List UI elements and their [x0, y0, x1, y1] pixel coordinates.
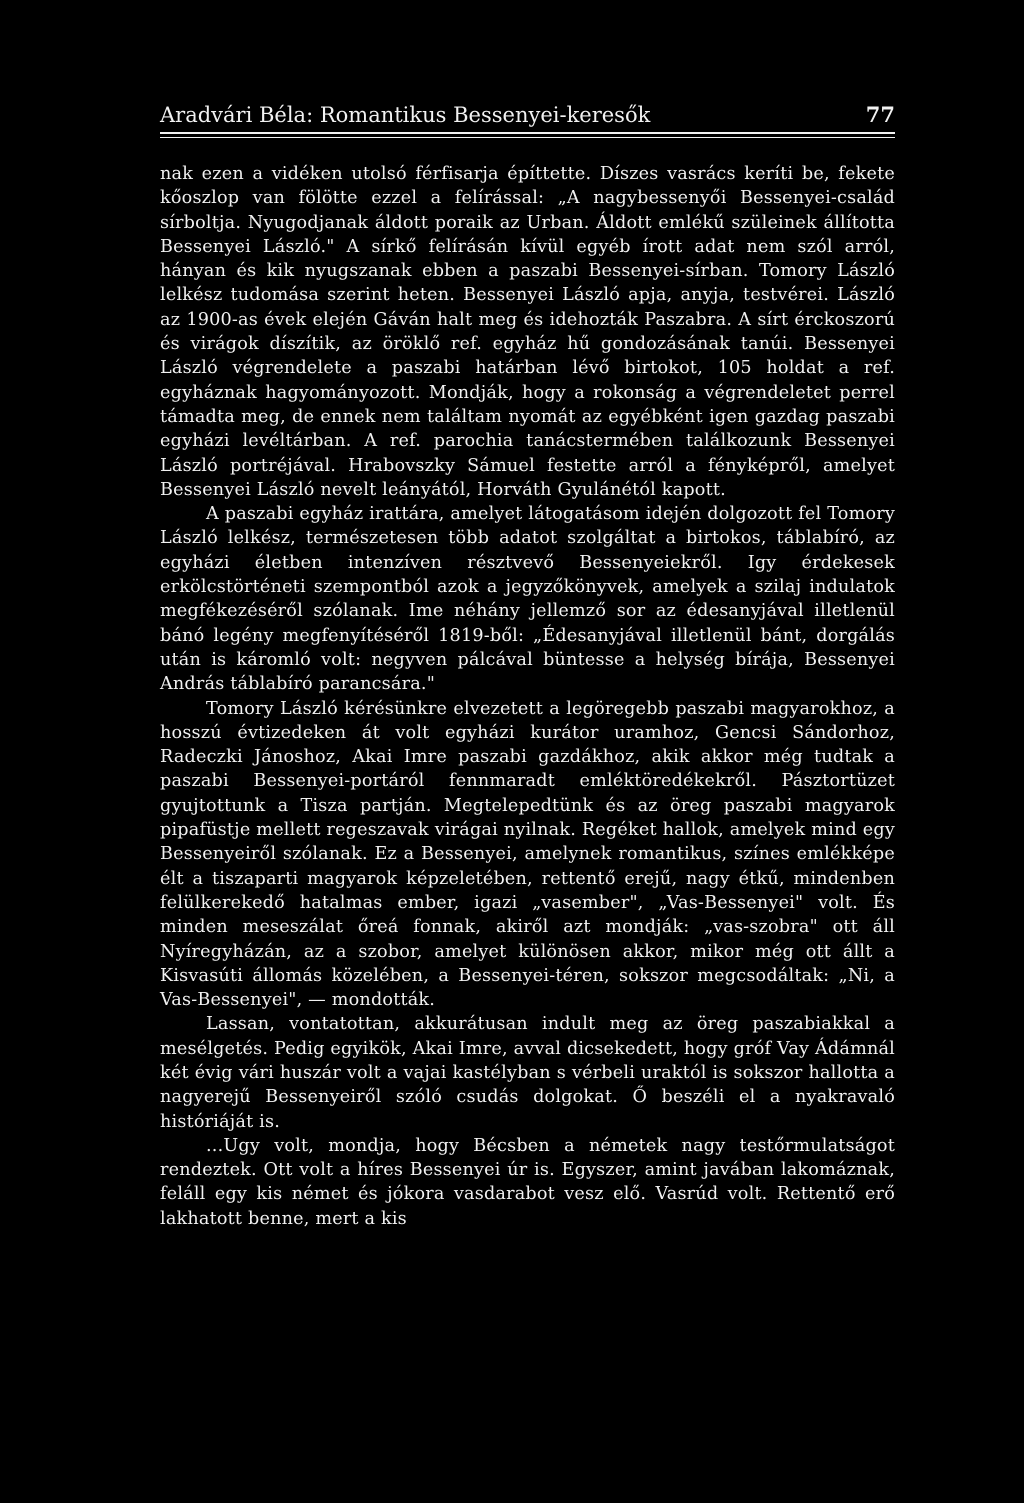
- running-title: Aradvári Béla: Romantikus Bessenyei-keresők: [160, 103, 651, 127]
- page-header: [160, 100, 895, 134]
- paragraph-archive: A paszabi egyház irattára, amelyet látogatásom idején dolgozott fel Tomory László lelkész, természetesen több adatot szolgáltat a birtokos, táblabíró, az egyházi életben intenzíven résztvevő Bessenyeiekről. Igy érdekesek erkölcstörténeti szempontból azok a jegyzőkönyvek, amelyek a szilaj indulatok megfékezéséről szólanak. Ime néhány jellemző sor az édesanyjával illetlenül bánó legény megfenyítéséről 1819-ből: „Édesanyjával illetlenül bánt, dorgálás után is káromló volt: negyven pálcával büntesse a helység bírája, Bessenyei András táblabíró parancsára.": [160, 504, 895, 695]
- paragraph-continued: nak ezen a vidéken utolsó férfisarja építtette. Díszes vasrács keríti be, fekete kőoszlop van fölötte ezzel a felírással: „A nagybessenyői Bessenyei-család sírboltja. Nyugodjanak áldott poraik az Urban. Áldott emlékű szüleinek állította Bessenyei László." A sírkő felírásán kívül egyéb írott adat nem szól arról, hányan és kik nyugszanak ebben a paszabi Bessenyei-sírban. Tomory László lelkész tudomása szerint heten. Bessenyei László apja, anyja, testvérei. László az 1900-as évek elején Gáván halt meg és idehozták Paszabra. A sírt érckoszorú és virágok díszítik, az öröklő ref. egyház hű gondozásának tanúi. Bessenyei László végrendelete a paszabi határban lévő birtokot, 105 holdat a ref. egyháznak hagyományozott. Mondják, hogy a rokonság a végrendeletet perrel támadta meg, de ennek nem találtam nyomát az egyébként igen gazdag paszabi egyházi levéltárban. A ref. parochia tanácstermében találkozunk Bessenyei László portréjával. Hrabovszky Sámuel festette arról a fényképről, amelyet Bessenyei László nevelt leányától, Horváth Gyulánétól kapott.: [160, 164, 895, 500]
- paragraph-elders: Tomory László kérésünkre elvezetett a legöregebb paszabi magyarokhoz, a hosszú évtizedeken át volt egyházi kurátor uramhoz, Gencsi Sándorhoz, Radeczki Jánoshoz, Akai Imre paszabi gazdákhoz, akik akkor még tudtak a paszabi Bessenyei-portáról fennmaradt emléktöredékekről. Pásztortüzet gyujtottunk a Tisza partján. Megtelepedtünk és az öreg paszabi magyarok pipafüstje mellett regeszavak virágai nyilnak. Regéket hallok, amelyek mind egy Bessenyeiről szólanak. Ez a Bessenyei, amelynek romantikus, színes emlékképe élt a tiszaparti magyarok képzeletében, rettentő erejű, nagy étkű, mindenben felülkerekedő hatalmas ember, igazi „vasember", „Vas-Bessenyei" volt. És minden meseszálat őreá fonnak, akiről azt mondják: „vas-szobra" ott áll Nyíregyházán, az a szobor, amelyet különösen akkor, mikor még ott állt a Kisvasúti állomás közelében, a Bessenyei-téren, sokszor megcsodáltak: „Ni, a Vas-Bessenyei", — mondották.: [160, 698, 895, 1011]
- book-page: [160, 100, 895, 1480]
- paragraph-storytelling: Lassan, vontatottan, akkurátusan indult meg az öreg paszabiakkal a mesélgetés. Pedig egyikök, Akai Imre, avval dicsekedett, hogy gróf Vay Ádámnál két évig vári huszár volt a vajai kastélyban s vérbeli uraktól is sokszor hallotta a nagyerejű Bessenyeiről szóló csudás dolgokat. Ő beszéli el a nyakravaló históriáját is.: [160, 1014, 895, 1132]
- page-number: 77: [865, 102, 895, 127]
- body-text: [160, 162, 895, 1231]
- paragraph-vienna-story: ...Ugy volt, mondja, hogy Bécsben a németek nagy testőrmulatságot rendeztek. Ott volt a híres Bessenyei úr is. Egyszer, amint javában lakomáznak, feláll egy kis német és jókora vasdarabot vesz elő. Vasrúd volt. Rettentő erő lakhatott benne, mert a kis: [160, 1135, 895, 1229]
